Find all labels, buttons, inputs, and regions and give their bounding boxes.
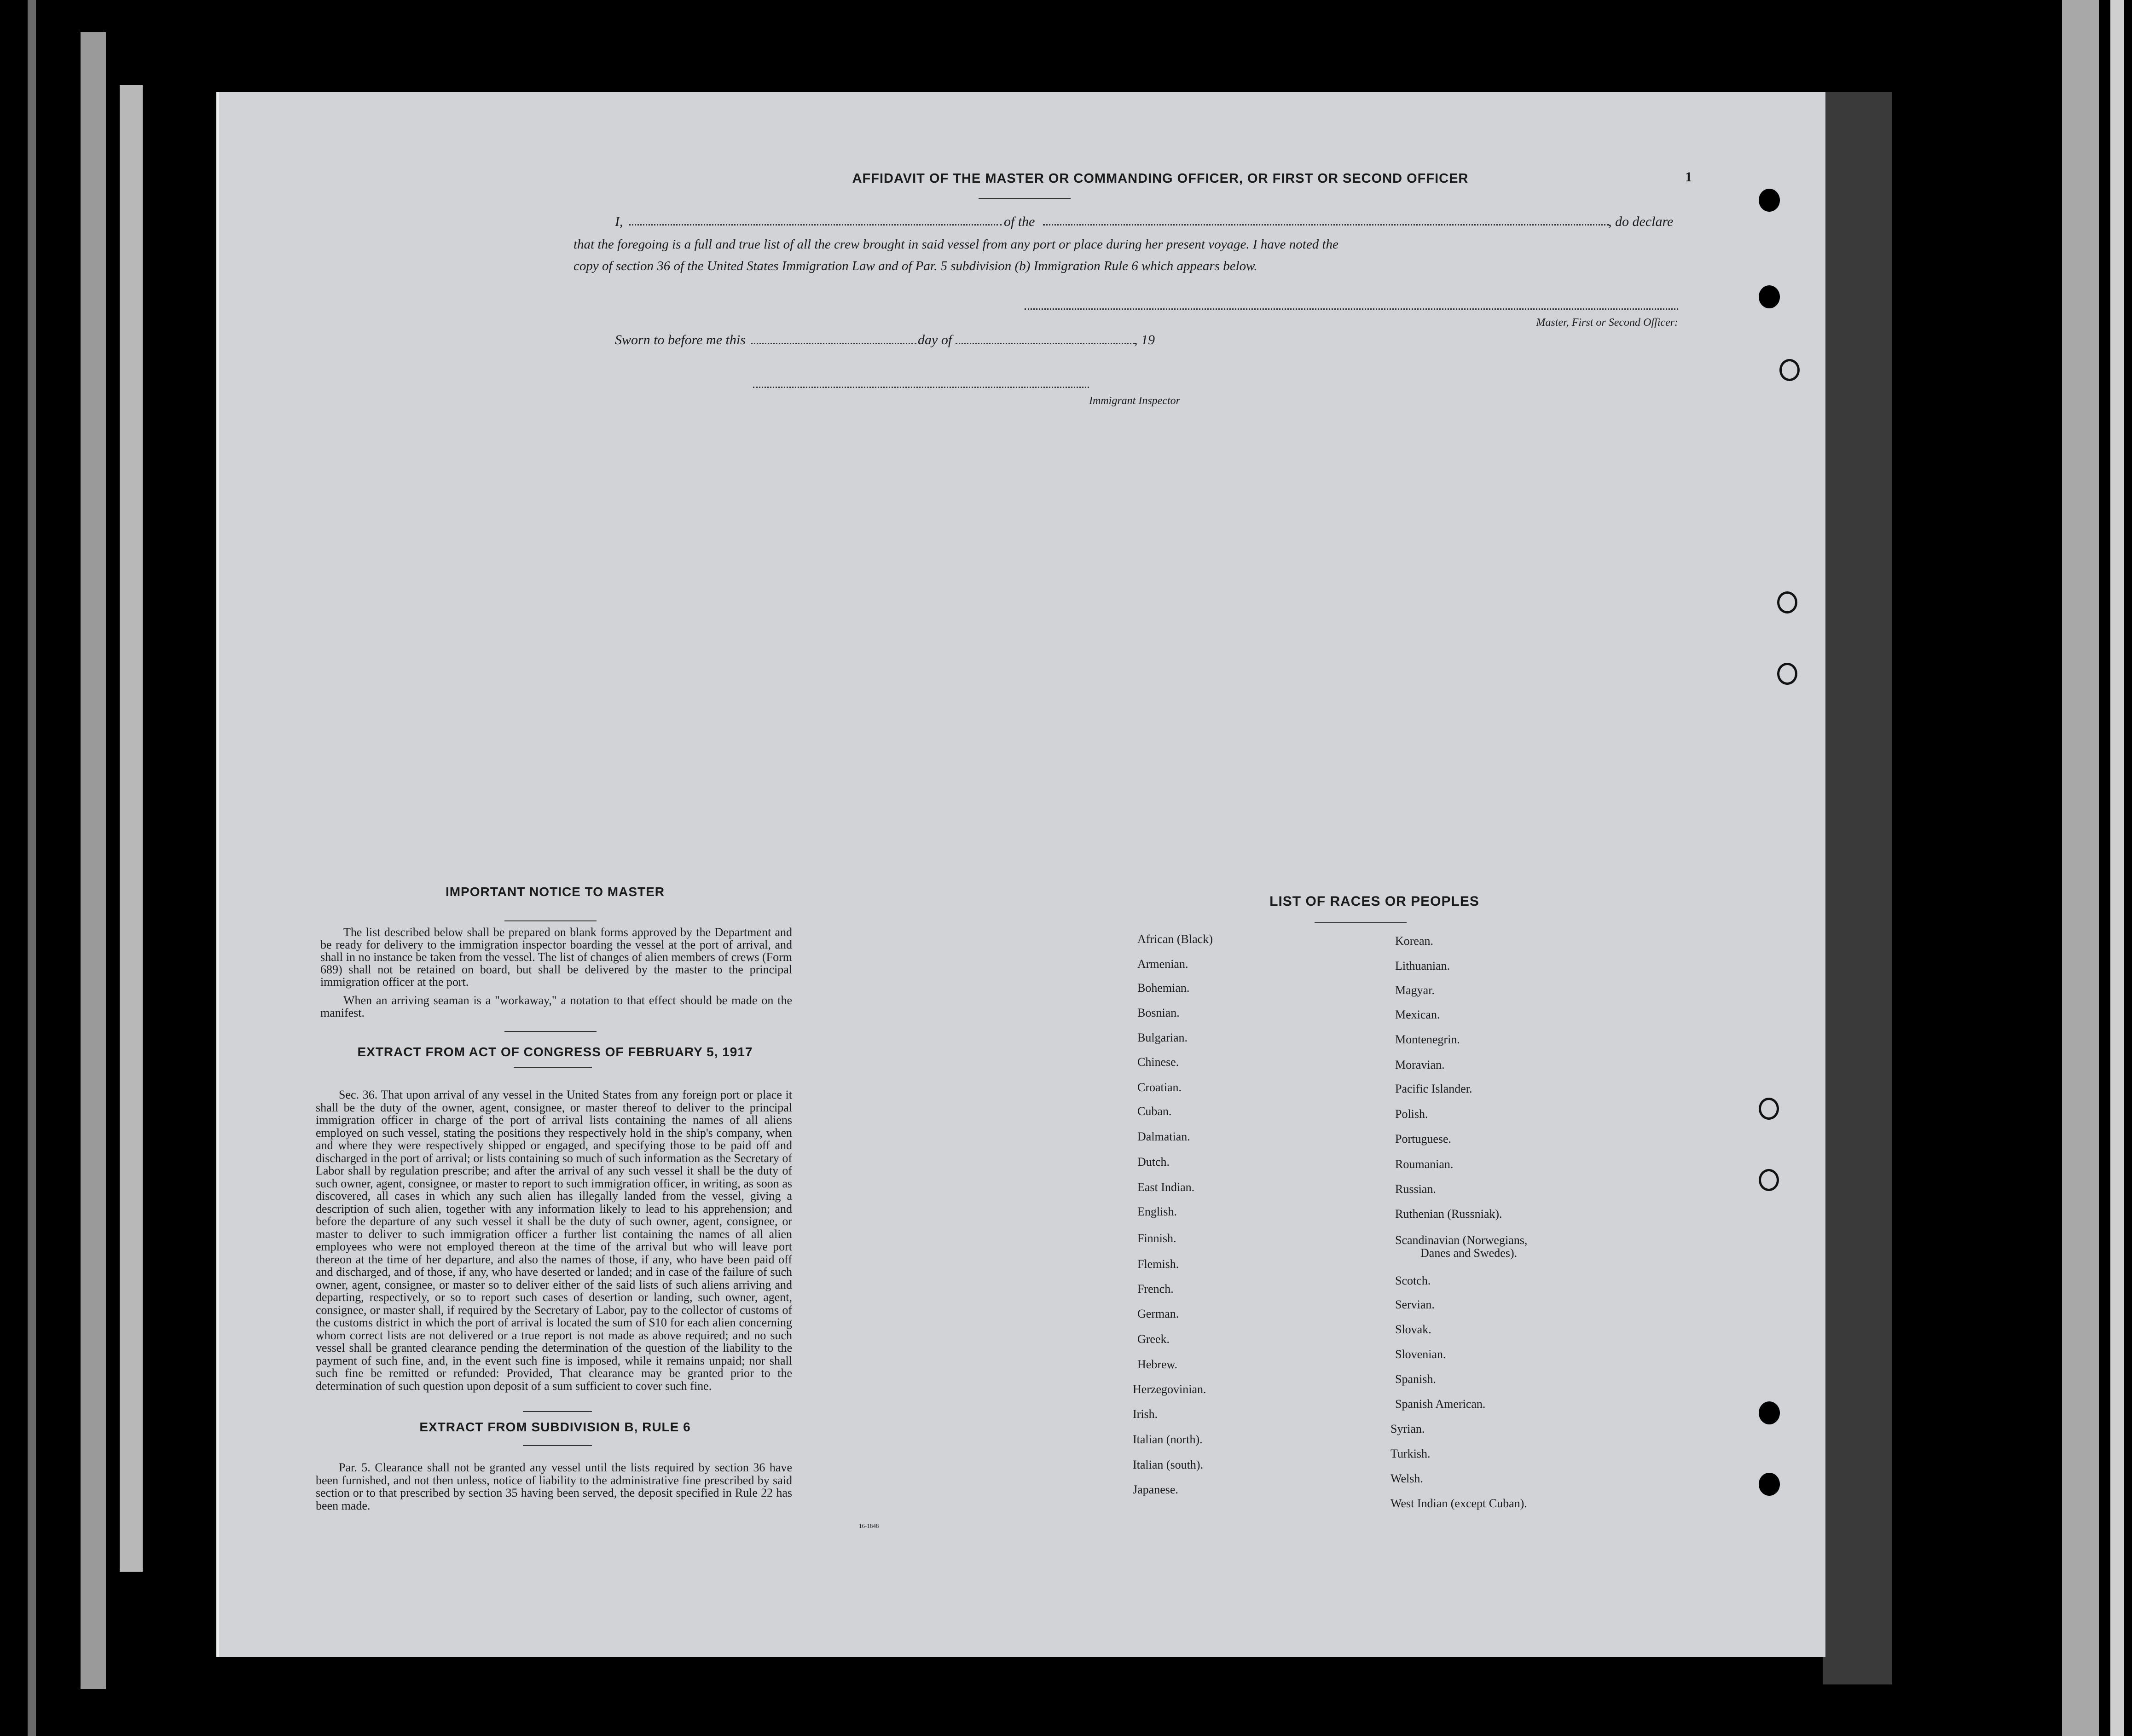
declaration-i: I, <box>615 214 623 229</box>
binder-hole <box>1759 285 1780 308</box>
binder-hole <box>1777 591 1797 613</box>
declaration-line-3: copy of section 36 of the United States Immigration Law and of Par. 5 subdivision (b) Immigration Rule 6 which appears below. <box>574 259 1257 273</box>
race-item: Moravian. <box>1395 1058 1445 1071</box>
race-item: Finnish. <box>1137 1232 1176 1245</box>
race-item: Pacific Islander. <box>1395 1082 1472 1095</box>
race-item: Turkish. <box>1390 1447 1431 1460</box>
act-text: Sec. 36. That upon arrival of any vessel in the United States from any foreign port or place it shall be the duty of the owner, agent, consignee, or master thereof to deliver to the principal immigration officer in charge of the port of arrival lists containing the names of all aliens employed on such vessel, stating the positions they respectively hold in the ship's company, when and where they were respectively shipped or engaged, and specifying those to be paid off and discharged in the port of arrival; or lists containing so much of such information as the Secretary of Labor shall by regulation prescribe; and after the arrival of any such vessel it shall be the duty of such owner, agent, consignee, or master to report to such immigration officer, in writing, as soon as discovered, all cases in which any such alien has illegally landed from the vessel, giving a description of such alien, together with any information likely to lead to his apprehension; and before the departure of any such vessel it shall be the duty of such owner, agent, consignee, or master to deliver to such immigration officer a further list containing the names of all alien employees who were not employed thereon at the time of the arrival but who will leave port thereon at the time of her departure, and also the names of those, if any, who have been paid off and discharged, and of those, if any, who have deserted or landed; and in case of the failure of such owner, agent, consignee, or master so to deliver either of the said lists of such aliens arriving and departing, respectively, or so to report such cases of desertion or landing, such owner, agent, consignee, or master shall, if required by the Secretary of Labor, pay to the collector of customs of the customs district in which the port of arrival is located the sum of $10 for each alien concerning whom correct lists are not delivered or a true report is not made as above required; and no such vessel shall be granted clearance pending the determination of the question of the liability to the payment of such fine, and, in the event such fine is imposed, while it remains unpaid; nor shall such fine be remitted or refunded: Provided, That clearance may be granted prior to the determination of such question upon deposit of a sum sufficient to cover such fine. <box>316 1088 792 1393</box>
binder-hole <box>164 1072 185 1095</box>
sworn-month-field[interactable] <box>956 343 1135 344</box>
notice-paragraph-1: The list described below shall be prepared on blank forms approved by the Department and be ready for delivery to the immigration inspector boarding the vessel at the port of arrival, and shall in no instance be taken from the vessel. The list of changes of alien members of crews (Form 689) shall not be retained on board, but shall be delivered by the master to the principal immigration officer at the port. <box>320 926 792 989</box>
race-item: Japanese. <box>1133 1483 1178 1496</box>
rule-text: Par. 5. Clearance shall not be granted any vessel until the lists required by section 36 have been furnished, and not then unless, notice of liability to the administrative fine prescribed by said section or to that prescribed by section 35 having been served, the deposit specified in Rule 22 has been made. <box>316 1461 792 1512</box>
race-item: English. <box>1137 1205 1177 1218</box>
binder-hole <box>159 341 180 364</box>
race-item: Spanish. <box>1395 1372 1436 1386</box>
notice-underline <box>504 920 597 921</box>
race-item: Ruthenian (Russniak). <box>1395 1207 1502 1221</box>
binder-hole <box>162 640 183 663</box>
race-item: Croatian. <box>1137 1081 1182 1094</box>
rule-underline <box>523 1445 592 1446</box>
officer-signature-line[interactable] <box>1025 308 1678 310</box>
race-item: Bosnian. <box>1137 1006 1180 1019</box>
race-item: Portuguese. <box>1395 1132 1452 1146</box>
name-field[interactable] <box>629 224 1002 226</box>
notice-title: IMPORTANT NOTICE TO MASTER <box>445 885 665 899</box>
race-item: Cuban. <box>1137 1105 1172 1118</box>
race-item: Flemish. <box>1137 1257 1179 1271</box>
inspector-signature-line[interactable] <box>753 387 1089 388</box>
binder-hole <box>1759 1098 1779 1120</box>
form-code: 16-1848 <box>859 1522 879 1529</box>
declaration-do-declare: , do declare <box>1608 214 1674 229</box>
race-item: French. <box>1137 1282 1174 1296</box>
film-edge-left <box>28 0 36 1736</box>
declaration-of-the: of the <box>1004 214 1035 229</box>
inspector-caption: Immigrant Inspector <box>1089 395 1180 407</box>
race-item: Scandinavian (Norwegians, <box>1395 1233 1528 1247</box>
binder-hole <box>164 1146 185 1169</box>
race-item: Italian (south). <box>1133 1458 1204 1471</box>
race-item: Roumanian. <box>1395 1157 1454 1171</box>
race-item: West Indian (except Cuban). <box>1390 1497 1527 1510</box>
page-number: 1 <box>1685 169 1692 185</box>
sworn-day-field[interactable] <box>751 343 916 344</box>
race-item: Dalmatian. <box>1137 1130 1190 1143</box>
race-item: Montenegrin. <box>1395 1033 1460 1046</box>
title-underline <box>979 198 1071 199</box>
page-edge-right-dark <box>1823 92 1892 1684</box>
film-edge-right <box>2062 0 2099 1736</box>
race-item: East Indian. <box>1137 1180 1195 1194</box>
declaration-line-1 <box>615 214 1683 232</box>
race-item: African (Black) <box>1137 932 1213 946</box>
act-title: EXTRACT FROM ACT OF CONGRESS OF FEBRUARY 5, 1917 <box>357 1045 753 1059</box>
race-item: Hebrew. <box>1137 1358 1178 1371</box>
race-item: Chinese. <box>1137 1055 1179 1069</box>
race-item: Dutch. <box>1137 1155 1170 1169</box>
race-item: Magyar. <box>1395 984 1435 997</box>
race-item: Welsh. <box>1390 1472 1423 1485</box>
officer-caption: Master, First or Second Officer: <box>1536 317 1678 329</box>
binder-hole <box>159 267 180 290</box>
sworn-day-of: day of <box>918 332 952 347</box>
film-edge-right-outer <box>2110 0 2124 1736</box>
rule-title: EXTRACT FROM SUBDIVISION B, RULE 6 <box>419 1420 691 1434</box>
notice-paragraph-2: When an arriving seaman is a "workaway," a notation to that effect should be made on the manifest. <box>320 994 792 1019</box>
binder-hole <box>1759 189 1780 212</box>
races-underline <box>1315 922 1407 923</box>
page-edge-left-outer <box>81 32 106 1689</box>
binder-hole <box>1759 1473 1780 1496</box>
binder-hole <box>166 1454 187 1477</box>
binder-hole <box>162 571 183 594</box>
binder-hole <box>1777 663 1797 685</box>
act-separator <box>523 1411 592 1412</box>
declaration-line-2: that the foregoing is a full and true list of all the crew brought in said vessel from any port or place during her present voyage. I have noted the <box>574 237 1338 252</box>
race-item: Herzegovinian. <box>1133 1383 1206 1396</box>
notice-separator <box>504 1031 597 1032</box>
race-item: Syrian. <box>1390 1422 1425 1435</box>
race-item: Bohemian. <box>1137 981 1190 995</box>
race-item: Greek. <box>1137 1332 1170 1346</box>
race-item: Slovak. <box>1395 1323 1431 1336</box>
affidavit-title: AFFIDAVIT OF THE MASTER OR COMMANDING OFFICER, OR FIRST OR SECOND OFFICER <box>852 171 1469 186</box>
act-underline <box>514 1067 592 1068</box>
binder-hole <box>166 1381 187 1404</box>
race-item: Servian. <box>1395 1298 1435 1311</box>
vessel-field[interactable] <box>1043 224 1609 226</box>
race-item: Armenian. <box>1137 957 1188 971</box>
binder-hole <box>1759 1169 1779 1191</box>
race-item: Mexican. <box>1395 1008 1440 1021</box>
race-item-continuation: Danes and Swedes). <box>1420 1246 1518 1260</box>
races-title: LIST OF RACES OR PEOPLES <box>1269 894 1479 909</box>
race-item: Korean. <box>1395 934 1434 948</box>
sworn-prefix: Sworn to before me this <box>615 332 746 347</box>
race-item: Polish. <box>1395 1107 1428 1121</box>
race-item: Slovenian. <box>1395 1348 1446 1361</box>
binder-hole <box>1779 359 1800 381</box>
race-item: Russian. <box>1395 1182 1436 1196</box>
document-page <box>216 92 1825 1657</box>
race-item: Irish. <box>1133 1407 1158 1421</box>
sworn-year: , 19 <box>1134 332 1155 347</box>
race-item: Bulgarian. <box>1137 1031 1188 1044</box>
page-edge-left-inner <box>120 85 143 1572</box>
race-item: Lithuanian. <box>1395 959 1450 972</box>
binder-hole <box>1759 1401 1780 1424</box>
race-item: Spanish American. <box>1395 1397 1486 1411</box>
race-item: Italian (north). <box>1133 1433 1203 1446</box>
race-item: German. <box>1137 1307 1179 1320</box>
race-item: Scotch. <box>1395 1274 1431 1287</box>
